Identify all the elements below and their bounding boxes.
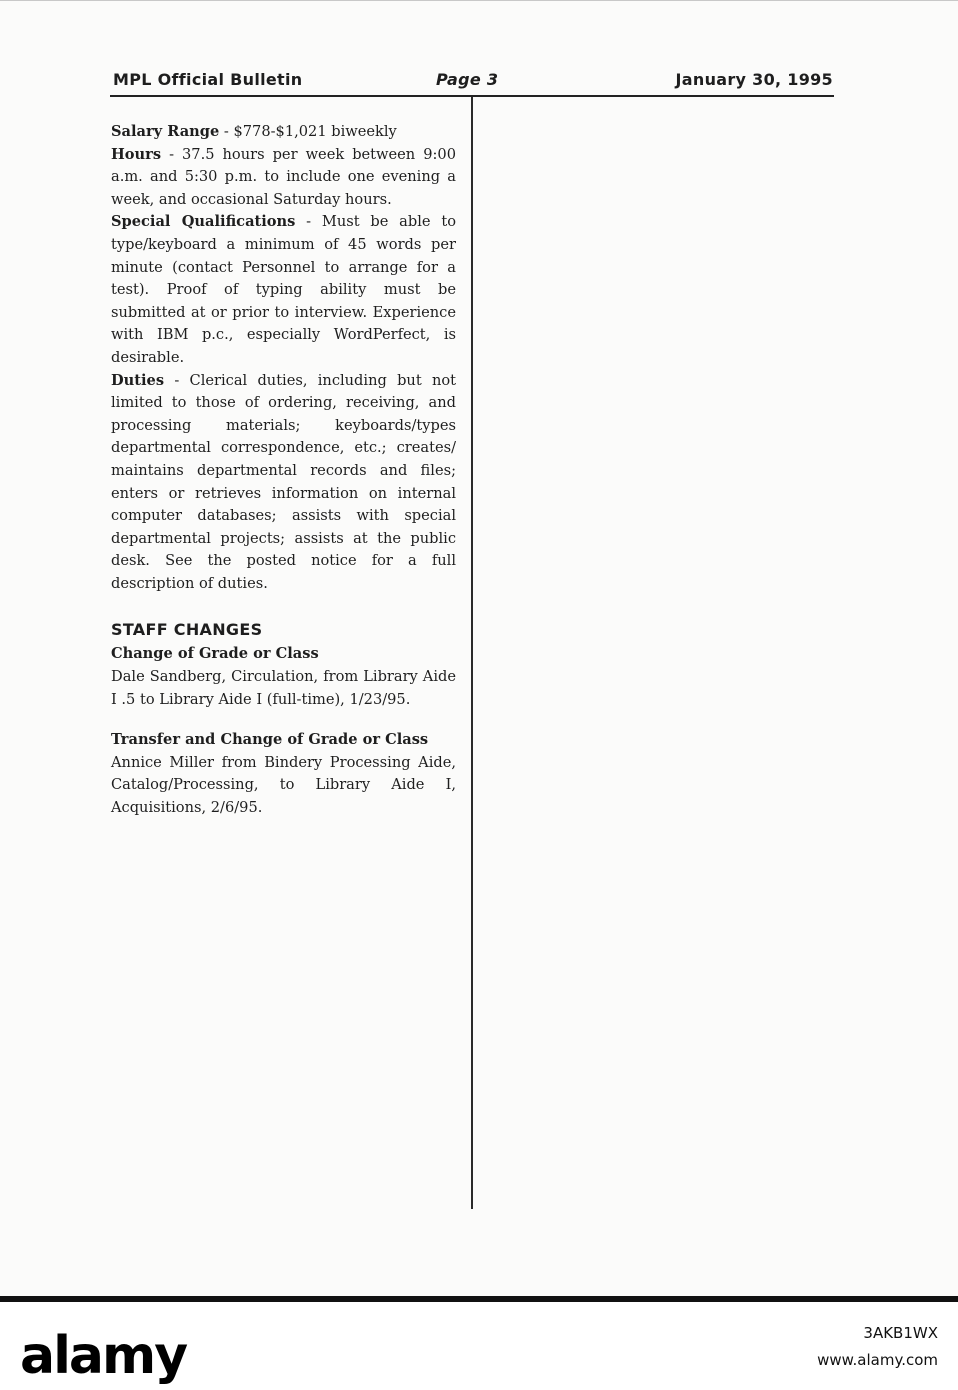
bulletin-date: January 30, 1995 [675,70,833,89]
page-top-edge [0,0,958,1]
duties-paragraph [111,370,456,596]
duties-label: Duties [111,371,165,389]
change-grade-heading: Change of Grade or Class [111,645,319,663]
qualifications-label: Special Qualifications [111,213,296,231]
qualifications-paragraph [111,211,456,369]
staff-changes-heading: STAFF CHANGES [111,620,263,640]
page-number: Page 3 [436,70,499,89]
band-top-edge [0,1296,958,1302]
qualifications-text: - Must be able to type/keyboard a minimum of 45 words per minute (contact Personnel to arrange for a test). Proof of typing ability must be submitted at or prior to interview. Experience with IBM p.c., especially WordPerfect, is desirable. [111,213,456,366]
duties-text: - Clerical duties, including but not limited to those of ordering, receiving, and processing materials; keyboards/types departmental correspondence, etc.; creates/ maintains departmental records and files; enters or retrieves information on internal computer databases; assists with special departmental projects; assists at the public desk. See the posted notice for a full description of duties. [111,371,456,592]
bulletin-header [113,70,833,94]
salary-label: Salary Range [111,123,220,140]
alamy-logo: alamy [20,1326,187,1386]
salary-paragraph [111,121,456,144]
column-divider [471,97,473,1209]
change-grade-text: Dale Sandberg, Circulation, from Library Aide I .5 to Library Aide I (full-time), 1/23/95. [111,668,456,708]
salary-text: - $778-$1,021 biweekly [219,123,397,140]
transfer-text: Annice Miller from Bindery Processing Aide, Catalog/Processing, to Library Aide I, Acquisitions, 2/6/95. [111,753,456,817]
watermark-band [0,1296,958,1390]
left-column [111,121,456,820]
hours-paragraph [111,144,456,212]
image-id: 3AKB1WX [863,1324,938,1342]
transfer-heading: Transfer and Change of Grade or Class [111,731,429,749]
bulletin-title: MPL Official Bulletin [113,70,303,89]
hours-text: - 37.5 hours per week between 9:00 a.m. and 5:30 p.m. to include one evening a week, and occasional Saturday hours. [111,145,456,208]
hours-label: Hours [111,145,162,163]
watermark-url: www.alamy.com [817,1351,938,1369]
